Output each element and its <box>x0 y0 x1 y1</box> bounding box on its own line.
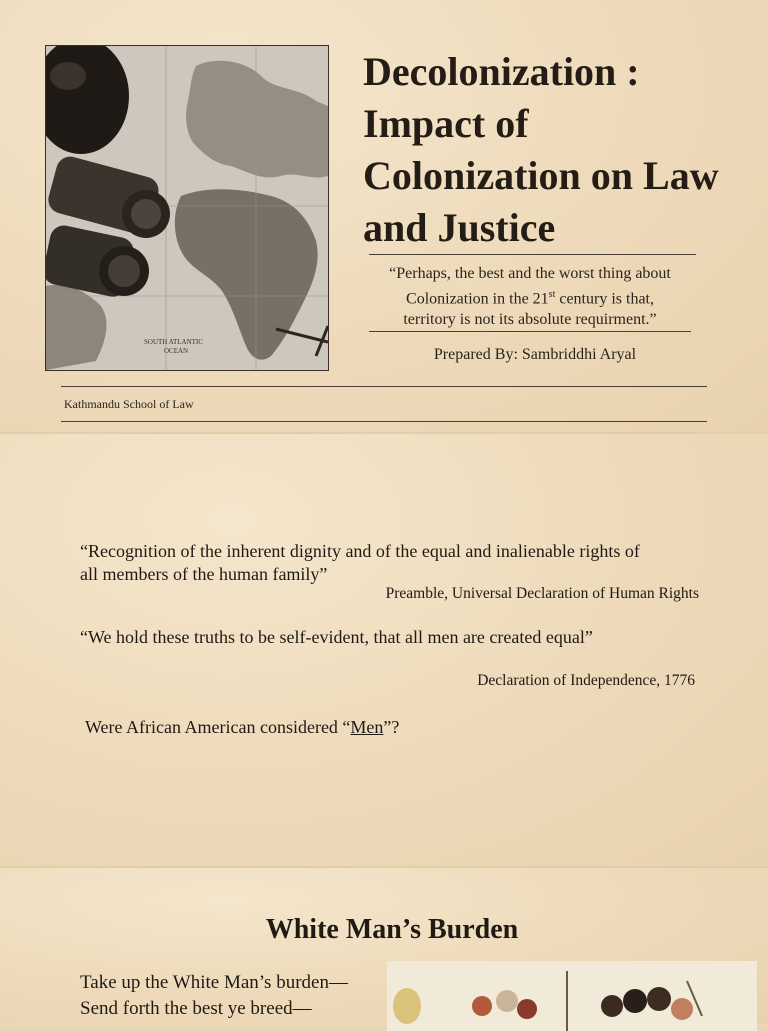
map-label-1: SOUTH ATLANTIC <box>144 338 203 346</box>
footer-bottom-rule <box>61 421 707 422</box>
quote-line-1: “Perhaps, the best and the worst thing about <box>389 265 671 282</box>
udhr-quote-line-1: “Recognition of the inherent dignity and of the equal and inalienable rights of <box>80 541 640 561</box>
title-divider <box>369 254 696 255</box>
slide-title: Decolonization : Impact of Colonization on Law and Justice <box>363 49 719 250</box>
quote-line-3: territory is not its absolute requirment.” <box>403 311 657 329</box>
white-mans-burden-slide <box>0 868 768 1024</box>
declarations-slide <box>0 434 768 866</box>
map-binoculars-photo <box>45 45 329 371</box>
map-illustration <box>46 46 328 370</box>
independence-attribution: Declaration of Independence, 1776 <box>477 672 695 689</box>
udhr-quote-line-2: all members of the human family” <box>80 564 328 584</box>
footer-top-rule <box>61 386 707 387</box>
title-slide <box>0 0 768 432</box>
udhr-quote <box>80 540 640 586</box>
poem-excerpt <box>80 970 348 1022</box>
independence-quote: “We hold these truths to be self-evident, that all men are created equal” <box>80 627 593 647</box>
footer-school: Kathmandu School of Law <box>64 397 194 411</box>
map-label-2: OCEAN <box>164 347 189 355</box>
quote-line-2-post: century is that, <box>555 290 654 308</box>
poem-line-1: Take up the White Man’s burden— <box>80 972 348 993</box>
quote-line-2-pre: Colonization in the 21 <box>406 290 549 308</box>
prepared-by: Prepared By: Sambriddhi Aryal <box>433 346 637 363</box>
political-cartoon-image <box>387 961 757 1031</box>
question-post: ”? <box>383 717 400 737</box>
question-pre: Were African American considered “ <box>85 717 351 737</box>
udhr-attribution: Preamble, Universal Declaration of Human Rights <box>385 585 699 602</box>
quote-line-2 <box>369 284 691 309</box>
slide-heading: White Man’s Burden <box>265 914 519 945</box>
quote-divider <box>369 331 691 332</box>
men-link[interactable]: Men <box>350 717 384 737</box>
quote-superscript: st <box>548 289 556 300</box>
poem-line-2: Send forth the best ye breed— <box>80 998 312 1019</box>
cartoon-illustration <box>387 961 757 1031</box>
colonization-quote <box>369 263 691 330</box>
question <box>85 716 399 739</box>
